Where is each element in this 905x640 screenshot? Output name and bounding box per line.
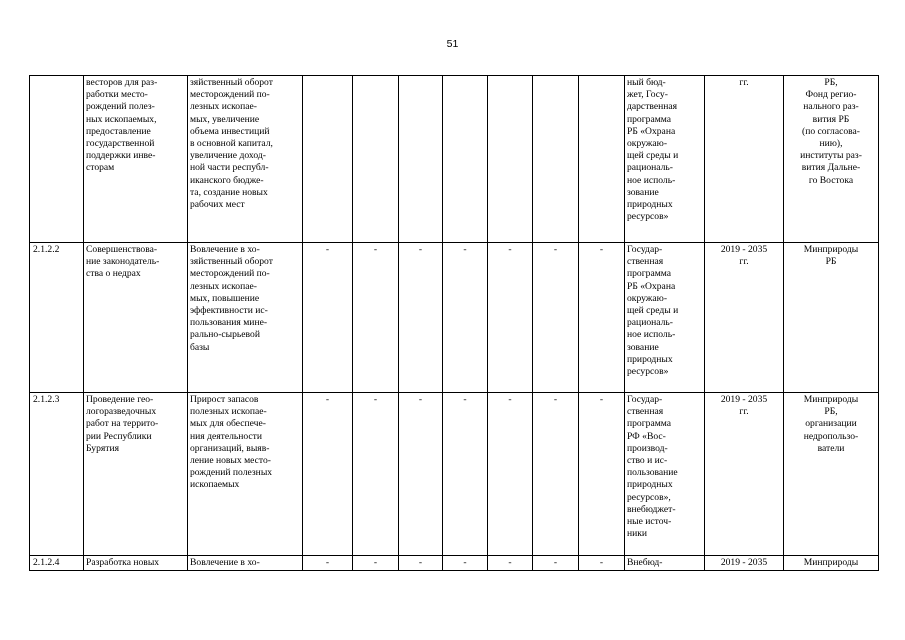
cell-number	[30, 76, 84, 243]
cell-period: 2019 - 2035	[705, 556, 784, 571]
cell-value: -	[488, 393, 533, 556]
cell-value: -	[303, 243, 353, 393]
cell-period: 2019 - 2035 гг.	[705, 243, 784, 393]
cell-measure-name: Совершенствова- ние законодатель- ства о недрах	[84, 243, 188, 393]
cell-value: -	[488, 556, 533, 571]
cell-funding-source: ный бюд- жет, Госу- дарственная программа РБ «Охрана окружаю- щей среды и рациональ- ное исполь- зование природных ресурсов»	[625, 76, 705, 243]
cell-funding-source: Внебюд-	[625, 556, 705, 571]
cell-value: -	[303, 556, 353, 571]
cell-value	[399, 76, 443, 243]
cell-value: -	[353, 243, 399, 393]
cell-funding-source: Государ- ственная программа РБ «Охрана окружаю- щей среды и рациональ- ное исполь- зование природных ресурсов»	[625, 243, 705, 393]
cell-period: 2019 - 2035 гг.	[705, 393, 784, 556]
page-number: 51	[446, 38, 459, 50]
cell-value: -	[353, 556, 399, 571]
cell-value: -	[579, 243, 625, 393]
cell-value: -	[399, 556, 443, 571]
cell-value	[303, 76, 353, 243]
cell-expected-result: Вовлечение в хо- зяйственный оборот месторождений по- лезных ископае- мых, повышение эффективности ис- пользования мине- рально-сырьевой базы	[188, 243, 303, 393]
cell-value: -	[488, 243, 533, 393]
cell-value	[579, 76, 625, 243]
cell-value: -	[443, 556, 488, 571]
plan-table	[29, 75, 879, 571]
cell-number: 2.1.2.3	[30, 393, 84, 556]
cell-value	[533, 76, 579, 243]
cell-executor: Минприроды РБ	[784, 243, 879, 393]
cell-number: 2.1.2.2	[30, 243, 84, 393]
cell-value: -	[533, 556, 579, 571]
cell-value: -	[579, 556, 625, 571]
cell-value: -	[399, 243, 443, 393]
table-row	[30, 76, 879, 243]
table-row	[30, 556, 879, 571]
cell-measure-name: Проведение гео- логоразведочных работ на террито- рии Республики Бурятия	[84, 393, 188, 556]
cell-executor: Минприроды	[784, 556, 879, 571]
cell-value	[353, 76, 399, 243]
cell-value	[488, 76, 533, 243]
table-row	[30, 243, 879, 393]
cell-value: -	[399, 393, 443, 556]
cell-value: -	[443, 243, 488, 393]
table-row	[30, 393, 879, 556]
cell-number: 2.1.2.4	[30, 556, 84, 571]
cell-period: гг.	[705, 76, 784, 243]
cell-value: -	[353, 393, 399, 556]
cell-executor: РБ, Фонд регио- нального раз- вития РБ (по согласова- нию), институты раз- вития Дальне- го Востока	[784, 76, 879, 243]
cell-executor: Минприроды РБ, организации недропользо- ватели	[784, 393, 879, 556]
cell-value: -	[443, 393, 488, 556]
cell-value	[443, 76, 488, 243]
cell-value: -	[303, 393, 353, 556]
cell-expected-result: Вовлечение в хо-	[188, 556, 303, 571]
cell-value: -	[533, 393, 579, 556]
cell-measure-name: вестoров для раз- работки место- рождений полез- ных ископаемых, предоставление государственной поддержки инве- сторам	[84, 76, 188, 243]
cell-measure-name: Разработка новых	[84, 556, 188, 571]
cell-expected-result: зяйственный оборот месторождений по- лезных ископае- мых, увеличение объема инвестиций в основной капитал, увеличение доход- ной части республ- иканского бюдже- та, создание новых рабочих мест	[188, 76, 303, 243]
cell-expected-result: Прирост запасов полезных ископае- мых для обеспече- ния деятельности организаций, выяв- ление новых место- рождений полезных ископаемых	[188, 393, 303, 556]
cell-value: -	[533, 243, 579, 393]
cell-value: -	[579, 393, 625, 556]
cell-funding-source: Государ- ственная программа РФ «Вос- производ- ство и ис- пользование природных ресурсов», внебюджет- ные источ- ники	[625, 393, 705, 556]
